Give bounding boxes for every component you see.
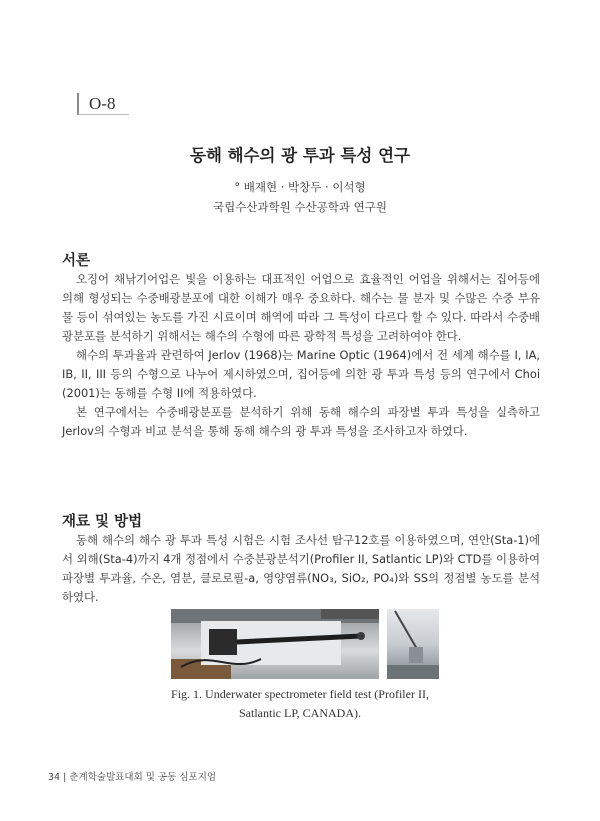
figure-caption [0,685,600,723]
spectrometer-deployment-illustration [387,609,439,679]
field-test-photo-deployment [387,609,439,679]
section-heading-methods: 재료 및 방법 [62,514,143,530]
footer-text: 춘계학술발표대회 및 공동 심포지엄 [69,772,217,783]
methods-body [62,531,540,607]
page-number: 34 [48,772,61,783]
intro-paragraph-2: 해수의 투과율과 관련하여 Jerlov (1968)는 Marine Optic (1964)에서 전 세계 해수를 I, IA, IB, II, III 등의 수형으로 나누어 제시하였으며, 집어등에 의한 광 투과 특성 등의 연구에서 Choi (2001)는 동해를 수형 II에 적용하였다. [62,348,540,400]
affiliation: 국립수산과학원 수산공학과 연구원 [213,200,387,214]
section-heading-intro: 서론 [62,253,91,269]
authors: ° 배재현 · 박창두 · 이석형 [234,180,366,194]
methods-paragraph: 동해 해수의 해수 광 투과 특성 시험은 시험 조사선 탐구12호를 이용하였으며, 연안(Sta-1)에서 외해(Sta-4)까지 4개 정점에서 수중분광분석기(Profiler II, Satlantic LP)와 CTD를 이용하여 파장별 투과율, 수온, 염분, 클로로필-a, 영양염류(NO₃, SiO₂, PO₄)와 SS의 정점별 농도를 분석하였다. [62,533,540,604]
caption-line-1: Fig. 1. Underwater spectrometer field test (Profiler II, [171,687,429,701]
intro-paragraph-3: 본 연구에서는 수중배광분포를 분석하기 위해 동해 해수의 파장별 투과 특성을 실측하고 Jerlov의 수형과 비교 분석을 통해 동해 해수의 광 투과 특성을 조사하고자 하였다. [62,405,540,438]
footer-divider: | [63,772,70,783]
caption-line-2: Satlantic LP, CANADA). [239,706,361,720]
intro-body [62,270,540,441]
paper-title: 동해 해수의 광 투과 특성 연구 [190,146,410,165]
spectrometer-on-deck-illustration [171,609,379,679]
page-footer [48,769,216,783]
intro-paragraph-1: 오징어 채낚기어업은 빛을 이용하는 대표적인 어업으로 효율적인 어업을 위해서는 집어등에 의해 형성되는 수중배광분포에 대한 이해가 매우 중요하다. 해수는 물 분자 및 수많은 수중 부유물 등이 섞여있는 농도를 가진 시료이며 해역에 따라 그 특성이 다르다 할 수 있다. 따라서 수중배광분포를 분석하기 위해서는 해수의 수형에 따른 광학적 특성을 고려하여야 한다. [62,272,540,343]
field-test-photo-deck [171,609,379,679]
session-code: O-8 [77,93,129,115]
